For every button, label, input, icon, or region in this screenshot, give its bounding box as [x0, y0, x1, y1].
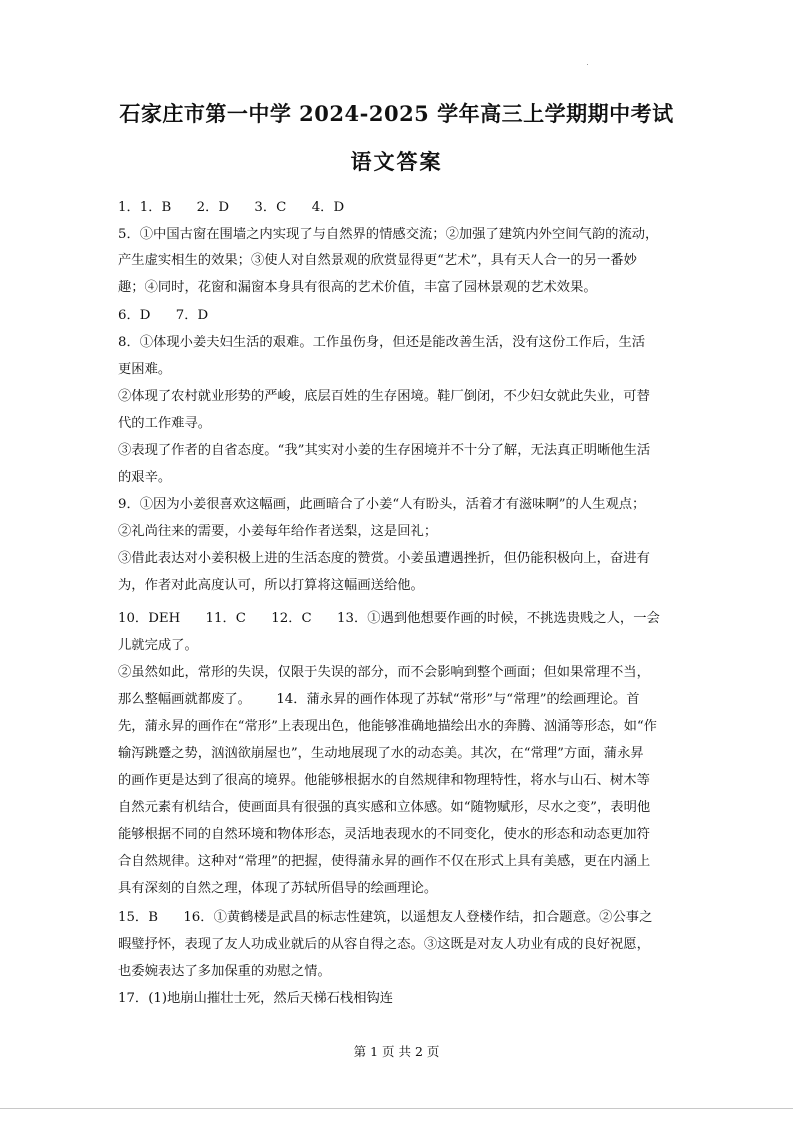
answer-line: 15．B 16．①黄鹤楼是武昌的标志性建筑，以遥想友人登楼作结，扣合题意。②公事之: [118, 910, 653, 925]
page-footer: 第 1 页 共 2 页: [353, 1044, 440, 1059]
answer-line: 1．1．B 2．D 3．C 4．D: [118, 200, 345, 215]
answer-line: 暇璧抒怀，表现了友人功成业就后的从容自得之态。③这既是对友人功业有成的良好祝愿，: [118, 937, 650, 952]
answer-line: ②体现了农村就业形势的严峻，底层百姓的生存困境。鞋厂倒闭，不少妇女就此失业，可替: [118, 389, 650, 404]
answer-line: 趣；④同时，花窗和漏窗本身具有很高的艺术价值，丰富了园林景观的艺术效果。: [118, 280, 597, 295]
answer-line: 代的工作难寻。: [118, 416, 212, 431]
answer-line: 输泻跳蹙之势，汹汹欲崩屋也”，生动地展现了水的动态美。其次，在“常理”方面，蒲永昇: [118, 746, 644, 761]
answer-line: 能够根据不同的自然环境和物体形态，灵活地表现水的不同变化，使水的形态和动态更加符: [118, 827, 650, 842]
answer-line: 的艰辛。: [118, 470, 172, 485]
answer-line: ②虽然如此，常形的失误，仅限于失误的部分，而不会影响到整个画面；但如果常理不当，: [118, 665, 650, 680]
answer-line: ③表现了作者的自省态度。“我”其实对小姜的生存困境并不十分了解，无法真正明晰他生活: [118, 443, 651, 458]
answer-line: 那么整幅画就都废了。 14．蒲永昇的画作体现了苏轼“常形”与“常理”的绘画理论。首: [118, 692, 640, 707]
answer-line: ②礼尚往来的需要，小姜每年给作者送梨，这是回礼；: [118, 524, 438, 539]
answer-line: 具有深刻的自然之理，体现了苏轼所倡导的绘画理论。: [118, 881, 438, 896]
answer-line: 先，蒲永昇的画作在“常形”上表现出色，他能够准确地描绘出水的奔腾、汹涌等形态，如“作: [118, 719, 657, 734]
answer-line: 自然元素有机结合，使画面具有很强的真实感和立体感。如“随物赋形，尽水之变”，表明他: [118, 800, 651, 815]
document-title: 石家庄市第一中学 2024-2025 学年高三上学期期中考试: [119, 101, 674, 126]
answer-line: 更困难。: [118, 362, 172, 377]
answer-line: 5．①中国古窗在围墙之内实现了与自然界的情感交流；②加强了建筑内外空间气韵的流动，: [118, 227, 659, 242]
answer-line: ③借此表达对小姜积极上进的生活态度的赞赏。小姜虽遭遇挫折，但仍能积极向上，奋进有: [118, 551, 650, 566]
answer-line: 的画作更是达到了很高的境界。他能够根据水的自然规律和物理特性，将水与山石、树木等: [118, 773, 650, 788]
scan-speck: [587, 64, 588, 65]
answer-line: 6．D 7．D: [118, 308, 209, 323]
answer-line: 儿就完成了。: [118, 638, 198, 653]
answer-line: 产生虚实相生的效果；③使人对自然景观的欣赏显得更“艺术”，具有天人合一的另一番妙: [118, 253, 637, 268]
answer-line: 8．①体现小姜夫妇生活的艰难。工作虽伤身，但还是能改善生活，没有这份工作后，生活: [118, 335, 646, 350]
answer-line: 17．(1)地崩山摧壮士死，然后天梯石栈相钩连: [118, 991, 394, 1006]
bottom-divider: [0, 1108, 793, 1109]
answer-line: 10．DEH 11．C 12．C 13．①遇到他想要作画的时候，不挑选贵贱之人，一会: [118, 611, 660, 626]
answer-line: 也委婉表达了多加保重的劝慰之情。: [118, 964, 331, 979]
answer-line: 合自然规律。这种对“常理”的把握，使得蒲永昇的画作不仅在形式上具有美感，更在内涵上: [118, 854, 651, 869]
document-subtitle: 语文答案: [350, 149, 443, 174]
answer-line: 9．①因为小姜很喜欢这幅画，此画暗合了小姜“人有盼头，活着才有滋味啊”的人生观点；: [118, 497, 646, 512]
answer-line: 为，作者对此高度认可，所以打算将这幅画送给他。: [118, 578, 424, 593]
